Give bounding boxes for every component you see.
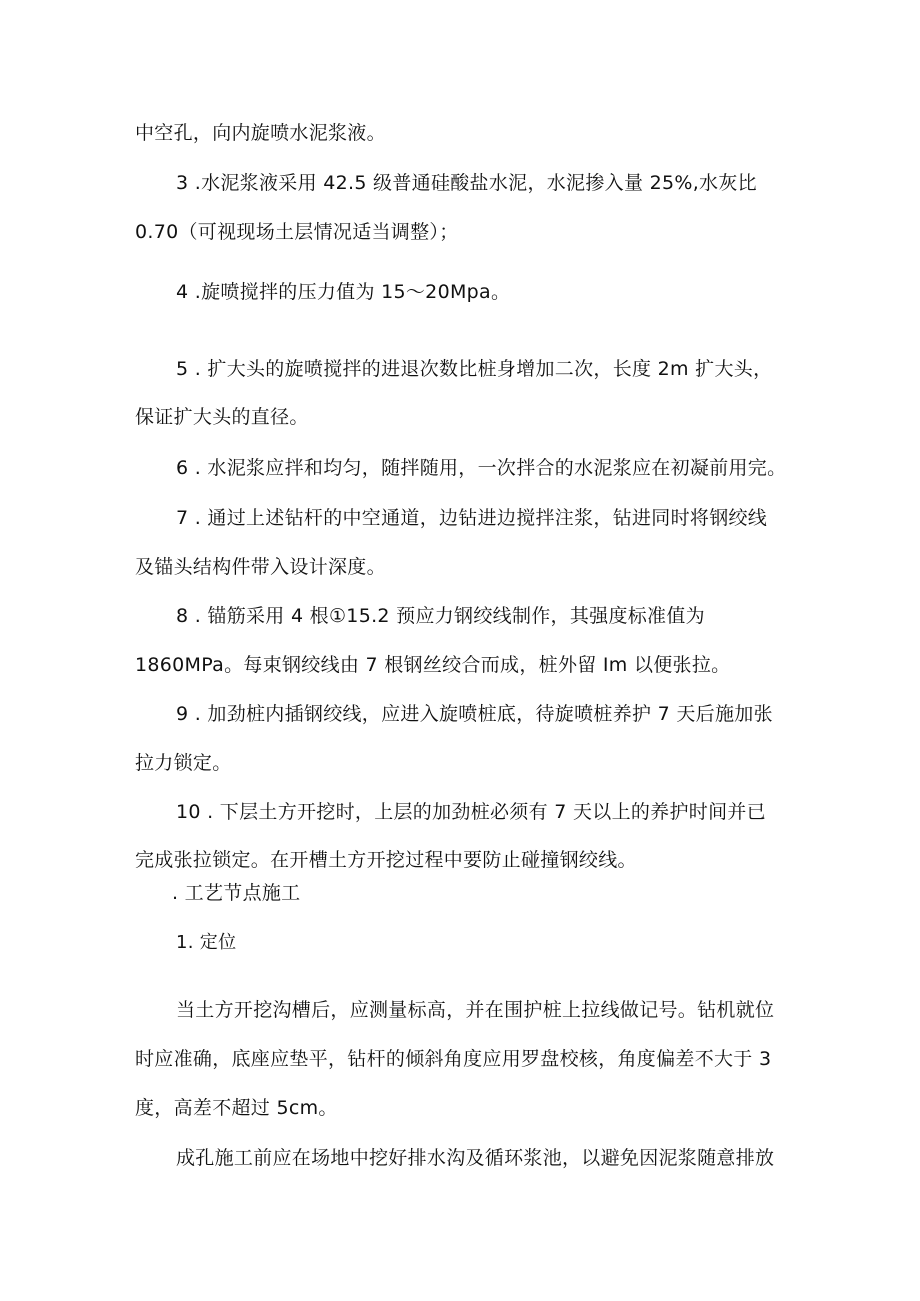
- text-line: 6 . 水泥浆应拌和均匀，随拌随用，一次拌合的水泥浆应在初凝前用完。: [176, 457, 787, 479]
- text-line: 7 . 通过上述钻杆的中空通道，边钻进边搅拌注浆，钻进同时将钢绞线: [176, 507, 768, 529]
- text-line: 中空孔，向内旋喷水泥浆液。: [135, 122, 386, 144]
- text-line: 度，高差不超过 5cm。: [135, 1097, 338, 1119]
- text-line: 完成张拉锁定。在开槽土方开挖过程中要防止碰撞钢绞线。: [135, 849, 637, 871]
- text-line: 10 . 下层土方开挖时，上层的加劲桩必须有 7 天以上的养护时间并已: [176, 801, 766, 823]
- text-line: 0.70（可视现场土层情况适当调整）；: [135, 221, 459, 243]
- subsection-heading: 1. 定位: [176, 932, 237, 953]
- section-heading: . 工艺节点施工: [172, 882, 301, 904]
- text-line: 1860MPa。每束钢绞线由 7 根钢丝绞合而成，桩外留 Im 以便张拉。: [135, 654, 731, 676]
- text-line: 9 . 加劲桩内插钢绞线，应进入旋喷桩底，待旋喷桩养护 7 天后施加张: [176, 703, 773, 725]
- text-line: 及锚头结构件带入设计深度。: [135, 556, 386, 578]
- text-line: 8 . 锚筋采用 4 根①15.2 预应力钢绞线制作，其强度标准值为: [176, 605, 705, 627]
- text-line: 当土方开挖沟槽后，应测量标高，并在围护桩上拉线做记号。钻机就位: [176, 999, 775, 1021]
- text-line: 3 .水泥浆液采用 42.5 级普通硅酸盐水泥，水泥掺入量 25%,水灰比: [176, 172, 757, 194]
- text-line: 拉力锁定。: [135, 752, 232, 774]
- text-line: 保证扩大头的直径。: [135, 406, 309, 428]
- text-line: 5 . 扩大头的旋喷搅拌的进退次数比桩身增加二次，长度 2m 扩大头，: [176, 358, 773, 380]
- text-line: 时应准确，底座应垫平，钻杆的倾斜角度应用罗盘校核，角度偏差不大于 3: [135, 1048, 772, 1070]
- text-line: 4 .旋喷搅拌的压力值为 15～20Mpa。: [176, 281, 511, 303]
- text-line: 成孔施工前应在场地中挖好排水沟及循环浆池，以避免因泥浆随意排放: [176, 1147, 775, 1169]
